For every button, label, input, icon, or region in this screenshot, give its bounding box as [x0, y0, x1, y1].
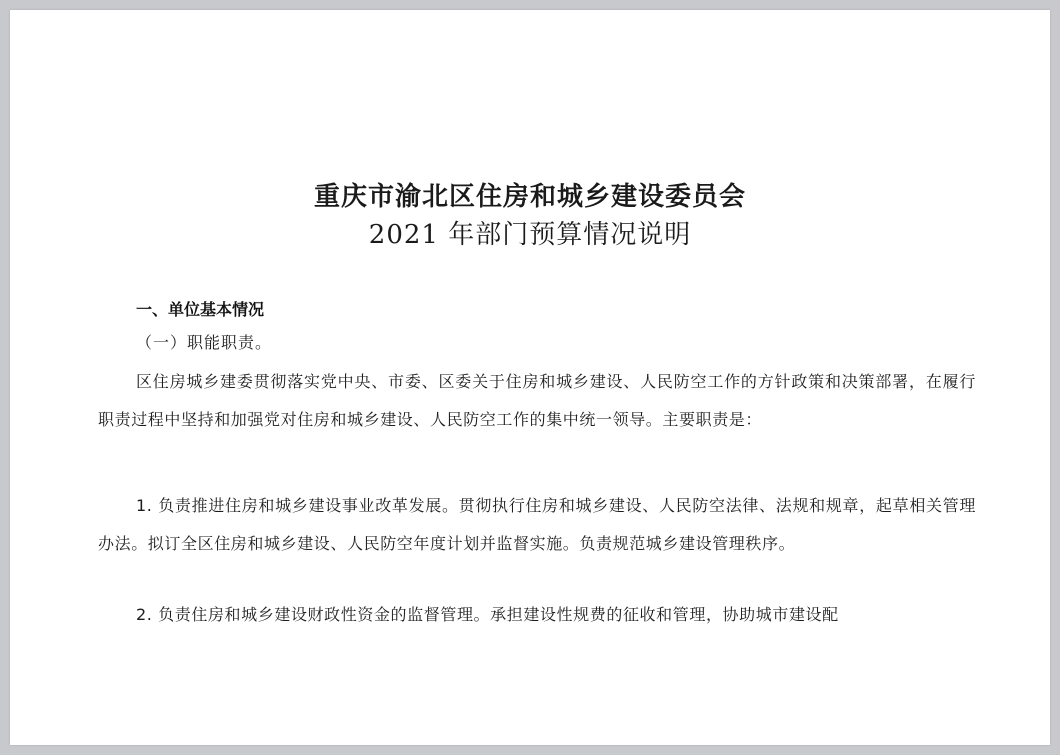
- title-line-1: 重庆市渝北区住房和城乡建设委员会: [313, 182, 746, 212]
- section-heading: 一、单位基本情况: [136, 300, 265, 319]
- document-page: [10, 10, 1050, 745]
- document-title: [10, 178, 1050, 254]
- subsection-heading: （一）职能职责。: [136, 333, 273, 352]
- paragraph-duty-1: 1. 负责推进住房和城乡建设事业改革发展。贯彻执行住房和城乡建设、人民防空法律、法规和规章，起草相关管理办法。拟订全区住房和城乡建设、人民防空年度计划并监督实施。负责规范城乡建设管理秩序。: [98, 496, 976, 553]
- title-line-2: 2021 年部门预算情况说明: [368, 220, 692, 250]
- paragraph-duties-intro: 区住房城乡建委贯彻落实党中央、市委、区委关于住房和城乡建设、人民防空工作的方针政策和决策部署，在履行职责过程中坚持和加强党对住房和城乡建设、人民防空工作的集中统一领导。主要职责是：: [98, 372, 976, 429]
- paragraph-duty-2: 2. 负责住房和城乡建设财政性资金的监督管理。承担建设性规费的征收和管理，协助城市建设配: [136, 605, 839, 624]
